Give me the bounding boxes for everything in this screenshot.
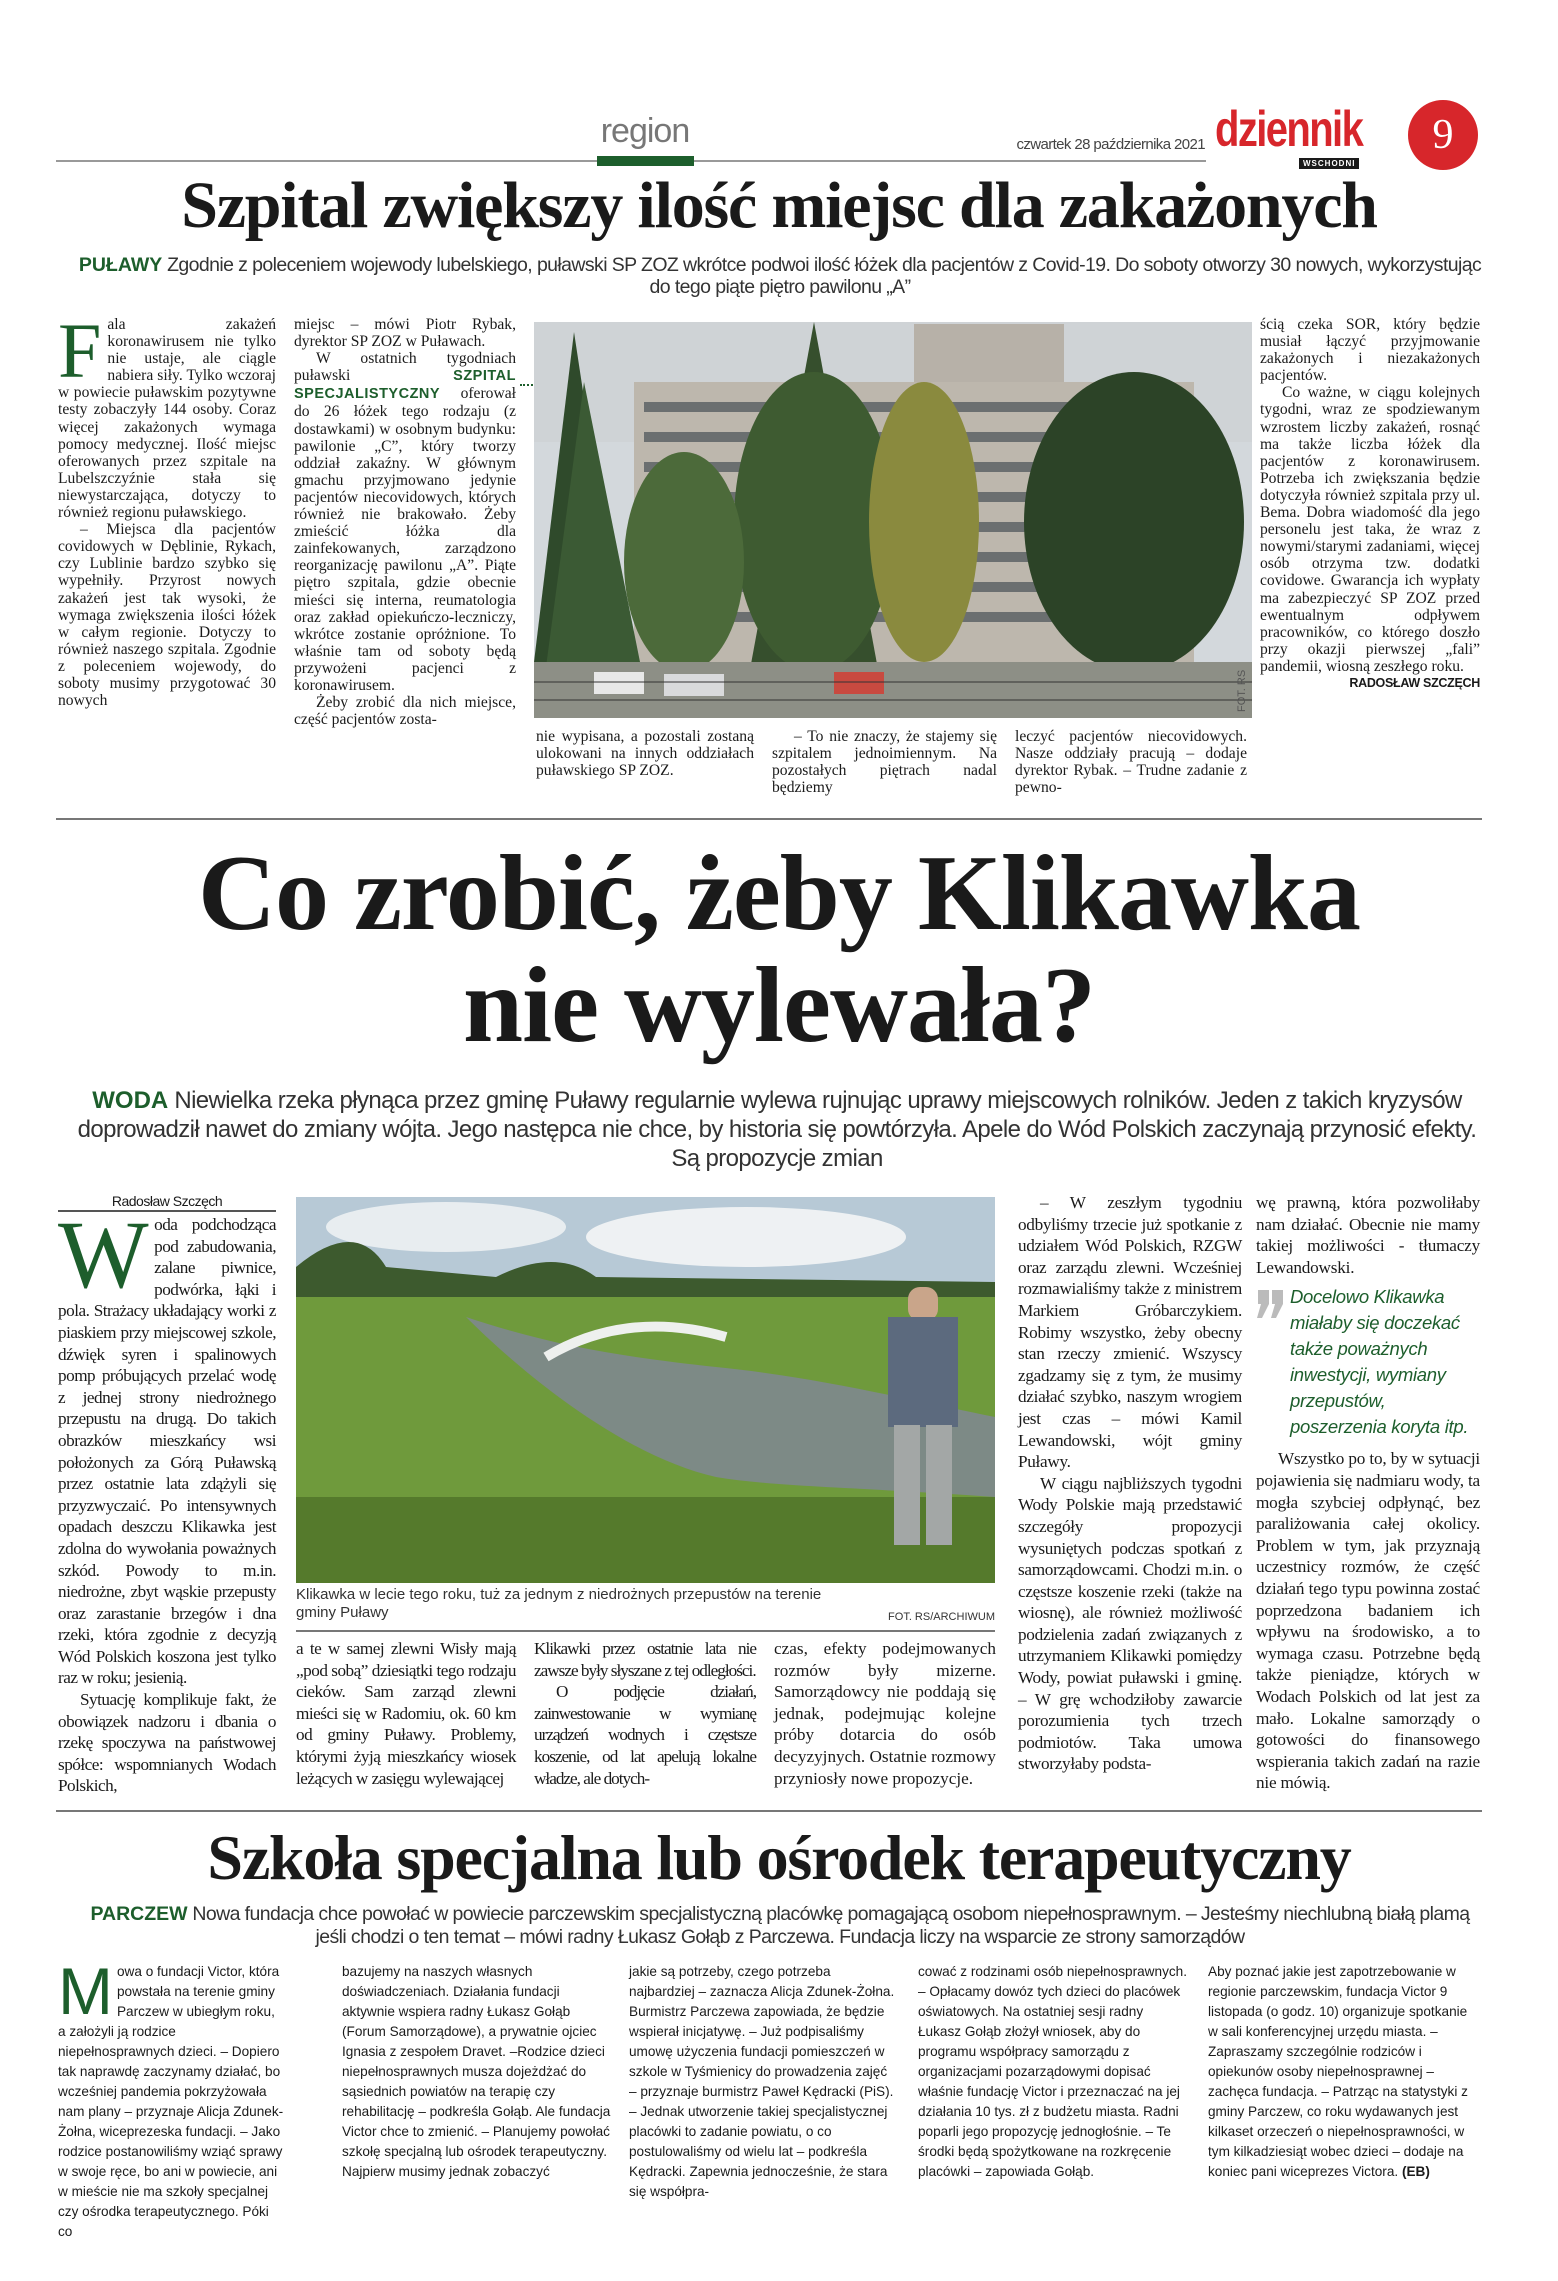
lead-text: Zgodnie z poleceniem wojewody lubelskiego, puławski SP ZOZ wkrótce podwoi ilość łóżek dla pacjentów z Covid-19. Do soboty otworzy 30 nowych, wykorzystując do tego piąte piętro pawilonu „A” bbox=[167, 254, 1482, 298]
paragraph: W ciągu najbliższych tygodni Wody Polskie mają przedstawić szczegóły propozycji wysuniętych podczas spotkań z samorządowcami. Chodzi m.in. o częstsze koszenie rzeki (także na wiosnę), ale również możliwość podzielenia zadań związanych z utrzymaniem Klikawki pomiędzy Wody, powiat puławski i gminę. – W grę wchodziłoby zawarcie porozumienia tych trzech podmiotów. Taka umowa stworzyłaby podsta- bbox=[1018, 1473, 1242, 1774]
text: oferował do 26 łóżek tego rodzaju (z dostawkami) w osobnym budynku: pawilonie „C”, który tworzy oddział zakaźny. W głównym gmachu przyjmowano jedynie pacjentów niecovidowych, których również nie brakowało. Żeby zmieścić łóżka dla zainfekowanych, zarządzono reorganizację pawilonu „A”. Piąte piętro szpitala, gdzie obecnie mieści się interna, reumatologia oraz zakład opiekuńczo-leczniczy, wkrótce zostanie opróżnione. To właśnie tam od soboty będą przywożeni pacjenci z koronawirusem. bbox=[294, 385, 516, 694]
lead-text: Nowa fundacja chce powołać w powiecie parczewskim specjalistyczną placówkę pomagającą osobom niepełnosprawnym. – Jesteśmy niechlubną białą plamą jeśli chodzi o ten temat – mówi radny Łukasz Gołąb z Parczewa. Fundacja liczy na wsparcie ze strony samorządów bbox=[192, 1903, 1470, 1948]
paragraph: – W zeszłym tygodniu odbyliśmy trzecie już spotkanie z udziałem Wód Polskich, RZGW oraz zarządu zlewni. Wcześniej rozmawialiśmy także z ministrem Markiem Gróbarczykiem. Robimy wszystko, żeby obecny stan rzeczy zmienić. Wszyscy zgadzamy się z tym, że musimy działać szybko, naszym wrogiem jest czas – mówi Kamil Lewandowski, wójt gminy Puławy. bbox=[1018, 1193, 1242, 1472]
photo-caption: Klikawka w lecie tego roku, tuż za jednym z niedrożnych przepustów na terenie gminy Puławy bbox=[296, 1586, 822, 1621]
photo-credit: FOT. RS bbox=[1236, 669, 1248, 712]
text-column bbox=[342, 1962, 612, 2182]
text-column bbox=[58, 307, 276, 710]
text-column bbox=[296, 1638, 516, 1789]
author-byline: RADOSŁAW SZCZĘCH bbox=[1349, 675, 1480, 690]
paragraph: Co ważne, w ciągu kolejnych tygodni, wraz ze spodziewanym wzrostem liczby zakażeń, rosnąć ma także liczba łóżek dla pacjentów z koronawirusem. Potrzeba ich zwiększania będzie dotyczyła również szpitala przy ul. Bema. Dobra wiadomość dla jego personelu jest taka, że wraz z nowymi/starymi zadaniami, więcej osób otrzyma tzw. dodatki covidowe. Gwarancja ich wypłaty ma zabezpieczyć SP ZOZ przed ewentualnym odpływem pracowników, co którego doszło przy okazji pierwszej „fali” pandemii, wiosną zeszłego roku. bbox=[1260, 384, 1480, 675]
section-underline bbox=[597, 156, 694, 166]
logo-text: dziennik bbox=[1215, 101, 1363, 157]
car bbox=[594, 672, 644, 694]
paragraph: bazujemy na naszych własnych doświadczeniach. Działania fundacji aktywnie wspiera radny Łukasz Gołąb (Forum Samorządowe), a prywatnie ojciec Ignasia z zespołem Dravet. –Rodzice dzieci niepełnosprawnych musza dojeżdżać do sąsiednich powiatów na terapię czy rehabilitację – podkreśla Gołąb. Ale fundacja Victor chce to zmienić. – Planujemy powołać szkołę specjalną lub ośrodek terapeutyczny. Najpierw musimy jednak zobaczyć bbox=[342, 1964, 611, 2179]
text-column bbox=[918, 1962, 1188, 2182]
text-column bbox=[1018, 1192, 1242, 1775]
text-column bbox=[774, 1638, 996, 1789]
headline-line: nie wylewała? bbox=[463, 946, 1095, 1065]
paragraph: – To nie znaczy, że stajemy się szpitalem jednoimiennym. Na pozostałych piętrach nadal będziemy bbox=[772, 728, 997, 797]
author-signature: (EB) bbox=[1401, 2164, 1430, 2179]
photo-credit: FOT. RS/ARCHIWUM bbox=[888, 1611, 995, 1623]
text-column bbox=[1260, 316, 1480, 692]
headline-line: Co zrobić, żeby Klikawka bbox=[198, 834, 1360, 953]
paragraph: wę prawną, która pozwoliłaby nam działać. Obecnie nie mamy takiej możliwości - tłumaczy Lewandowski. bbox=[1256, 1193, 1480, 1277]
logo-subtitle: WSCHODNI bbox=[1299, 158, 1359, 169]
lead-tag: PARCZEW bbox=[90, 1903, 188, 1925]
page-number bbox=[1408, 100, 1478, 170]
paragraph: jakie są potrzeby, czego potrzeba najbardziej – zaznacza Alicja Zdunek-Żołna. Burmistrz Parczewa zapowiada, że będzie wspierał inicjatywę. – Już podpisaliśmy umowę użyczenia fundacji pomieszczeń w szkole w Tyśmienicy do prowadzenia zajęć – przyznaje burmistrz Paweł Kędracki (PiS). – Jednak utworzenie takiej specjalistycznej placówki to zadanie powiatu, o co postulowaliśmy od wielu lat – podkreśla Kędracki. Zapewnia jednocześnie, że stara się współpra- bbox=[629, 1964, 895, 2199]
pull-quote bbox=[1256, 1284, 1480, 1440]
hospital-photo bbox=[534, 322, 1252, 718]
lead-tag: WODA bbox=[92, 1087, 169, 1114]
author-byline: Radosław Szczęch bbox=[58, 1192, 276, 1212]
paragraph: miejsc – mówi Piotr Rybak, dyrektor SP ZOZ w Puławach. bbox=[294, 316, 516, 351]
paragraph: owa o fundacji Victor, która powstała na terenie gminy Parczew w ubiegłym roku, a założyli ją rodzice niepełnosprawnych dzieci. – Dopiero tak naprawdę zaczynamy działać, bo wcześniej pandemia pokrzyżowała nam plany – przyznaje Alicja Zdunek-Żołna, wiceprezeska fundacji. – Jako rodzice postanowiliśmy wziąć sprawy w swoje ręce, bo ani w powiecie, ani w mieście nie ma szkoły specjalnej czy ośrodka terapeutycznego. Póki co bbox=[58, 1964, 284, 2239]
text-column bbox=[772, 728, 997, 796]
lead-tag: PUŁAWY bbox=[78, 254, 163, 276]
paragraph bbox=[294, 350, 516, 694]
article-lead bbox=[80, 1903, 1480, 1949]
paragraph: cować z rodzinami osób niepełnosprawnych. – Opłacamy dowóz tych dzieci do placówek oświatowych. Na ostatniej sesji radny Łukasz Gołąb złożył wniosek, aby do programu współpracy samorządu z organizacjami pozarządowymi dopisać właśnie fundację Victor i przeznaczać na jej działania 10 tys. zł z budżetu miasta. Radni poparli jego propozycję jednogłośnie. – Te środki będą spożytkowane na rozkręcenie placówki – zapowiada Gołąb. bbox=[918, 1964, 1187, 2179]
dropcap: M bbox=[58, 1954, 113, 2028]
text-column bbox=[536, 728, 754, 779]
larch-tree bbox=[869, 382, 979, 662]
article-lead bbox=[72, 1086, 1482, 1173]
paragraph: Sytuację komplikuje fakt, że obowiązek nadzoru i dbania o rzekę spoczywa na państwowej spółce: wspomnianych Wodach Polskich, bbox=[58, 1690, 276, 1796]
quote-mark-icon bbox=[1256, 1288, 1286, 1332]
paragraph: Klikawki przez ostatnie lata nie zawsze były słyszane z tej odległości. bbox=[534, 1639, 756, 1680]
dropcap: W bbox=[58, 1201, 149, 1308]
section-label: region bbox=[600, 112, 690, 150]
paragraph: – Miejsca dla pacjentów covidowych w Dęblinie, Rykach, czy Lublinie bardzo szybko się wypełniły. Przyrost nowych zakażeń jest tak wysoki, że wymaga zwiększenia ilości łóżek w całym regionie. Dotyczy to również naszego szpitala. Zgodnie z poleceniem wojewody, do soboty musimy przygotować 30 nowych bbox=[58, 521, 276, 710]
text-column bbox=[1015, 728, 1247, 796]
paragraph: ala zakażeń koronawirusem nie tylko nie ustaje, ale ciągle nabiera siły. Tylko wczoraj w powiecie puławskim pozytywne testy zobaczyły 144 osoby. Coraz więcej zakażonych wymaga pomocy medycznej. Ilość miejsc oferowanych przez szpitale na Lubelszczyźnie stała się niewystarczająca, dotyczy to również regionu puławskiego. bbox=[58, 316, 276, 522]
car bbox=[834, 672, 884, 694]
tree bbox=[1024, 372, 1244, 672]
text: W ostatnich tygodniach puławski bbox=[294, 350, 516, 385]
pull-quote-text: Docelowo Klikawka miałaby się doczekać także poważnych inwestycji, wymiany przepustów, poszerzenia koryta itp. bbox=[1290, 1286, 1469, 1438]
paragraph: nie wypisana, a pozostali zostaną ulokowani na innych oddziałach puławskiego SP ZOZ. bbox=[536, 728, 754, 780]
paragraph: ścią czeka SOR, który będzie musiał łączyć przyjmowanie zakażonych i niezakażonych pacjentów. bbox=[1260, 316, 1480, 385]
text-column bbox=[58, 1954, 286, 2242]
article-headline bbox=[0, 834, 1558, 1065]
page-number-text: 9 bbox=[1432, 112, 1454, 158]
lead-text: Niewielka rzeka płynąca przez gminę Puławy regularnie wylewa rujnując uprawy miejscowych rolników. Jeden z takich kryzysów doprowadził nawet do zmiany wójta. Jego następca nie chce, by historia się powtórzyła. Apele do Wód Polskich zaczynają przynosić efekty. Są propozycje zmian bbox=[77, 1087, 1477, 1172]
paragraph: Wszystko po to, by w sytuacji pojawienia się nadmiaru wody, ta mogła szybciej odpłynąć, bez paraliżowania całej okolicy. Problem w tym, jak przyznają uczestnicy rozmów, że część działań tego typu powinna zostać poprzedzona badaniem ich wpływu na środowisko, a to wymaga czasu. Potrzebne będą także pieniądze, których w Wodach Polskich od lat jest za mało. Lokalne samorządy o gotowości do finansowego wspierania takich zadań na razie nie mówią. bbox=[1256, 1449, 1480, 1793]
paragraph: a te w samej zlewni Wisły mają „pod sobą” dziesiątki tego rodzaju cieków. Sam zarząd zlewni mieści się w Radomiu, ok. 60 km od gminy Puławy. Problemy, którymi żyją mieszkańcy wiosek leżących w zasięgu wylewającej bbox=[296, 1639, 516, 1788]
issue-date: czwartek 28 października 2021 bbox=[1016, 136, 1205, 153]
dropcap: F bbox=[58, 307, 102, 394]
river-photo bbox=[296, 1197, 995, 1583]
paragraph: leczyć pacjentów niecovidowych. Nasze oddziały pracują – dodaje dyrektor Rybak. – Trudne zadanie z pewno- bbox=[1015, 728, 1247, 797]
paragraph: czas, efekty podejmowanych rozmów były mizerne. Samorządowcy nie poddają się jednak, podejmując kolejne próby dotarcia do osób decyzyjnych. Ostatnie rozmowy przyniosły nowe propozycje. bbox=[774, 1639, 996, 1788]
caption-rule bbox=[296, 1630, 995, 1632]
article-headline: Szkoła specjalna lub ośrodek terapeutyczny bbox=[207, 1822, 1351, 1893]
article-headline: Szpital zwiększy ilość miejsc dla zakażonych bbox=[181, 169, 1377, 242]
text-column bbox=[629, 1962, 897, 2202]
newspaper-logo bbox=[1215, 101, 1395, 176]
tree bbox=[624, 452, 744, 672]
paragraph: O podjęcie działań, zainwestowanie w wymianę urządzeń wodnych i częstsze koszenie, od lat apelują lokalne władze, ale dotych- bbox=[534, 1682, 756, 1788]
article-lead bbox=[70, 254, 1490, 298]
text-column bbox=[1208, 1962, 1480, 2182]
highlight-keyword: SZPITAL SPECJALISTYCZNY bbox=[294, 368, 516, 403]
text-column bbox=[1256, 1192, 1480, 1794]
paragraph: oda podchodząca pod zabudowania, zalane piwnice, podwórka, łąki i pola. Strażacy układający worki z piaskiem przy miejscowej szkole, dźwięk syren i spalinowych pomp próbujących przelać wodę z jednej strony niedrożnego przepustu na drugą. Do takich obrazków mieszkańcy wsi położonych za Górą Puławską przez ostatnie lata zdążyli się przyzwyczaić. Po intensywnych opadach deszczu Klikawka jest zdolna do wywołania poważnych szkód. Powody to m.in. niedrożne, zbyt wąskie przepusty oraz zarastanie brzegów i dna rzeki, która zgodnie z decyzją Wód Polskich koszona jest tylko raz w roku; jesienią. bbox=[58, 1215, 276, 1688]
article-divider bbox=[56, 1810, 1482, 1812]
article-divider bbox=[56, 818, 1482, 820]
paragraph: Żeby zrobić dla nich miejsce, część pacjentów zosta- bbox=[294, 694, 516, 729]
car bbox=[664, 674, 724, 696]
text-column bbox=[534, 1638, 756, 1789]
text-column bbox=[58, 1192, 276, 1797]
text-column bbox=[294, 316, 516, 728]
paragraph: Aby poznać jakie jest zapotrzebowanie w regionie parczewskim, fundacja Victor 9 listopada (o godz. 10) organizuje spotkanie w sali konferencyjnej urzędu miasta. – Zapraszamy szczególnie rodziców i opiekunów osoby niepełnosprawnej – zachęca fundacja. – Patrząc na statystyki z gminy Parczew, co roku wydawanych jest kilkaset orzeczeń o niepełnosprawności, w tym kilkadziesiąt wobec dzieci – dodaje na koniec pani wiceprezes Victora. bbox=[1208, 1964, 1468, 2179]
